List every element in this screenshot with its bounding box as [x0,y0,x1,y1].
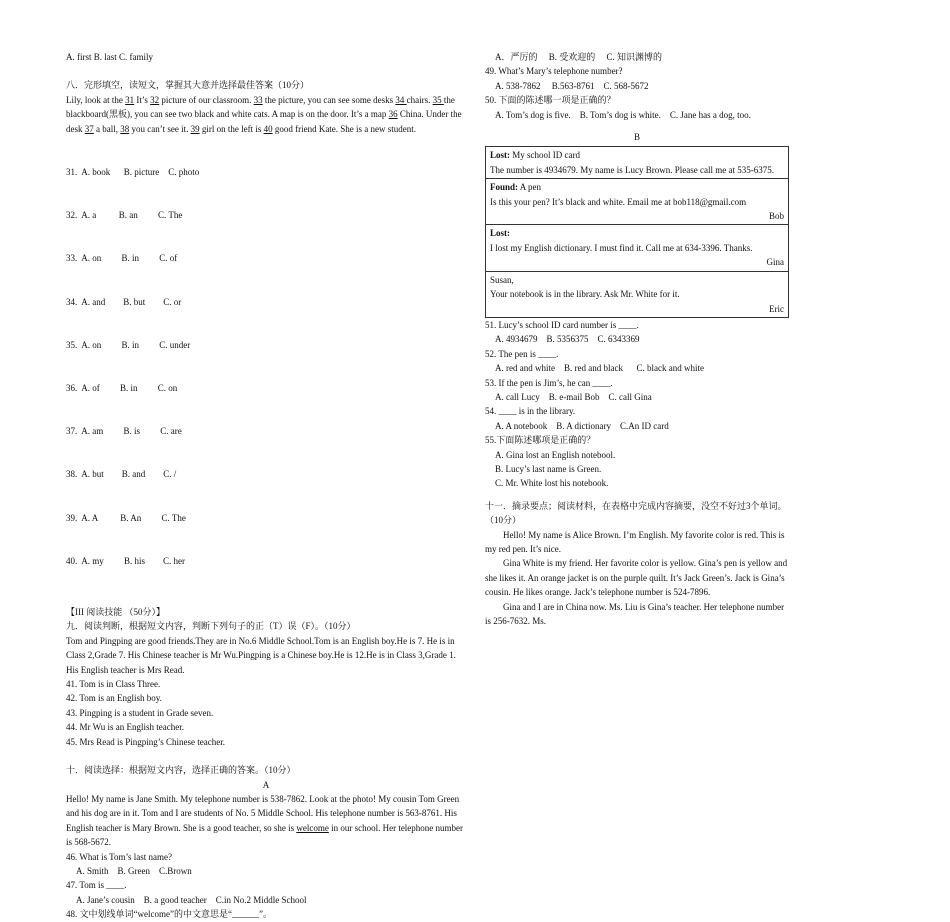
notice-board [485,146,789,317]
section10-title: 十．阅读选择：根据短文内容，选择正确的答案。（10分） [66,765,296,776]
notice-lost-dictionary: Lost: I lost my English dictionary. I must find it. Call me at 634-3396. Thanks. Gina [486,225,788,271]
question-53-options: A. call Lucy B. e-mail Bob C. call Gina [495,391,652,402]
section9-passage: Tom and Pingping are good friends.They are in No.6 Middle School.Tom is an English boy.He is 7. He is in Class 2,Grade 7. His Chinese teacher is Mr Wu.Pingping is a Chinese boy.He is 12.He is in Class 3,Grade 1. His English teacher is Mrs Read. [66,635,456,675]
question-54: 54. ____ is in the library. [485,406,576,417]
passage-a: Hello! My name is Jane Smith. My telephone number is 538-7862. Look at the photo! My cousin Tom Green and his dog are in it. Tom and I are students of No. 5 Middle School. His telephone number is 563-8761. His English teacher is Mary Brown. She is a good teacher, so she is welcome in our school. Her telephone number is 568-5672. [66,793,464,848]
cloze-option-35: 35. A. on B. in C. under [66,339,191,350]
question-46-options: A. Smith B. Green C.Brown [76,865,192,876]
cloze-option-40: 40. A. my B. his C. her [66,555,186,566]
notice-signature: Eric [769,303,784,314]
question-53: 53. If the pen is Jim’s, he can ____. [485,377,613,388]
question-55-option-b: B. Lucy’s last name is Green. [495,463,602,474]
question-48-options: A．严厉的 B. 受欢迎的 C. 知识渊博的 [495,52,663,62]
notice-signature: Bob [768,211,784,222]
section11-paragraph: Gina White is my friend. Her favorite color is yellow. Gina’s pen is yellow and she likes it. An orange jacket is on the purple quilt. It’s Jack Green’s. Jack is Gina’s cousin. He likes orange. Jack’s telephone number is 524-7896. [485,558,788,598]
underlined-word: welcome [296,822,329,833]
section9-item-44: 44. Mr Wu is an English teacher. [66,722,184,733]
notice-found-pen: Found: A pen Is this your pen? It’s black and white. Email me at bob118@gmail.com Bob [486,179,788,225]
q30-options: A. first B. last C. family [66,52,153,62]
left-column [66,50,466,922]
cloze-option-37: 37. A. am B. is C. are [66,426,182,437]
cloze-option-32: 32. A. a B. an C. The [66,210,183,221]
section9-item-43: 43. Pingping is a student in Grade seven. [66,707,214,718]
question-49: 49. What’s Mary’s telephone number? [485,66,623,77]
question-47: 47. Tom is ____. [66,880,127,891]
question-50: 50. 下面的陈述哪一项是正确的？ [485,95,616,106]
cloze-passage: Lily, look at the 31 It’s 32 picture of our classroom. 33 the picture, you can see some desks 34 chairs. 35 the blackboard(黑板), you can see two black and white cats. A map is on the door. It’s a map 36 China. Under the desk 37 a ball, 38 you can’t see it. 39 girl on the left is 40 good friend Kate. She is a new student. [66,94,462,134]
cloze-option-34: 34. A. and B. but C. or [66,296,182,307]
right-column [485,50,789,628]
question-50-options: A. Tom’s dog is five. B. Tom’s dog is white. C. Jane has a dog, too. [495,109,751,120]
question-51: 51. Lucy’s school ID card number is ____. [485,319,639,330]
section9-item-41: 41. Tom is in Class Three. [66,679,161,690]
notice-signature: Gina [766,257,784,268]
passage-b-label: B [633,132,640,143]
section8-title: 八．完形填空，读短文，掌握其大意并选择最佳答案（10分） [66,80,310,91]
section9-item-45: 45. Mrs Read is Pingping’s Chinese teacher. [66,736,225,747]
section11-paragraph: Hello! My name is Alice Brown. I’m English. My favorite color is red. This is my red pen. It’s nice. [485,529,785,554]
section11-title: 十一．摘录要点；阅读材料，在表格中完成内容摘要，没空不好过3个单词。（10分） [485,500,787,526]
passage-a-label: A [262,779,270,790]
cloze-option-39: 39. A. A B. An C. The [66,512,186,523]
question-51-options: A. 4934679 B. 5356375 C. 6343369 [495,334,640,345]
cloze-option-31: 31. A. book B. picture C. photo [66,166,200,177]
notice-lost-id-card: Lost: My school ID card The number is 4934679. My name is Lucy Brown. Please call me at 535-6375. [486,147,788,179]
question-52: 52. The pen is ____. [485,348,559,359]
cloze-option-36: 36. A. of B. in C. on [66,382,178,393]
question-55-option-c: C. Mr. White lost his notebook. [495,478,609,489]
section9-item-42: 42. Tom is an English boy. [66,693,162,704]
notice-susan-notebook: Susan, Your notebook is in the library. Ask Mr. White for it. Eric [486,272,788,317]
question-54-options: A. A notebook B. A dictionary C.An ID card [495,420,669,431]
question-52-options: A. red and white B. red and black C. black and white [495,363,704,374]
section11-paragraph: Gina and I are in China now. Ms. Liu is Gina’s teacher. Her telephone number is 256-7632. Ms. [485,601,785,627]
question-46: 46. What is Tom’s last name? [66,851,173,862]
cloze-options [66,136,466,597]
cloze-option-33: 33. A. on B. in C. of [66,253,178,264]
question-48: 48. 文中划线单词“welcome”的中文意思是“______”。 [66,909,272,920]
question-55-option-a: A. Gina lost an English notebool. [495,449,616,460]
question-47-options: A. Jane’s cousin B. a good teacher C.in No.2 Middle School [76,894,307,905]
question-49-options: A. 538-7862 B.563-8761 C. 568-5672 [495,80,649,91]
cloze-option-38: 38. A. but B. and C. / [66,469,177,480]
section9-title: 九．阅读判断，根据短文内容，判断下列句子的正（T）误（F）。（10分） [66,621,356,632]
part3-title: 【III 阅读技能 （50分）】 [66,607,165,618]
question-55: 55.下面陈述哪项是正确的？ [485,435,596,446]
